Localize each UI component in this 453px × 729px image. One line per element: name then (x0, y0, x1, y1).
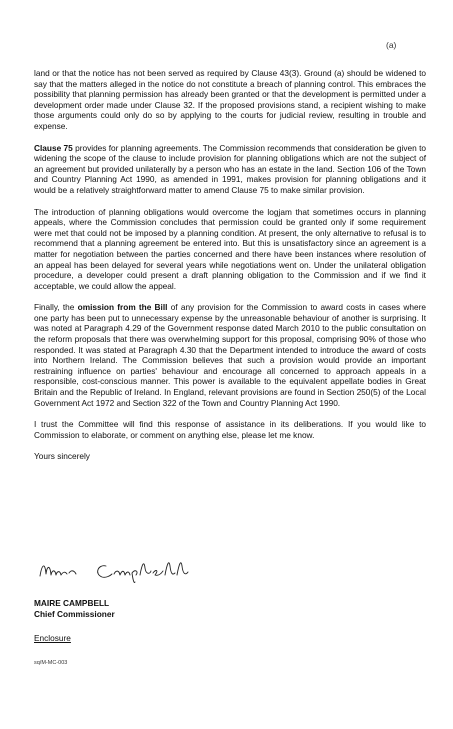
paragraph (34, 419, 426, 440)
signature-block (34, 598, 115, 619)
paragraph-text: Finally, the (34, 302, 78, 313)
clause-75-heading: Clause 75 (34, 142, 73, 153)
paragraph-text: provides for planning agreements. The Commission recommends that consideration be given to widening the scope of the clause to include provision for planning obligations which are not the subject of an agreement but provided unilaterally by a person who has an estate in the land. Section 106 of the Town and Country Planning Act 1990, as amended in 1991, makes provision for planning obligations and it would be a relatively straightforward matter to amend Clause 75 to make similar provision. (34, 142, 426, 195)
enclosure-label: Enclosure (34, 633, 71, 643)
paragraph-text: I trust the Committee will find this response of assistance in its deliberations. If you would like to Commission to elaborate, or comment on anything else, please let me know. (34, 419, 426, 440)
paragraph (34, 143, 426, 196)
closing-salutation: Yours sincerely (34, 451, 90, 462)
paragraph (34, 302, 426, 408)
omission-heading: omission from the Bill (77, 302, 168, 313)
paragraph-text: land or that the notice has not been served as required by Clause 43(3). Ground (a) should be widened to say that the matters alleged in the notice do not constitute a breach of planning control. This embraces the possibility that planning permission has already been granted or that the development is permitted under a development order made under Clause 32. If the proposed provisions stand, a recipient wishing to make those arguments could only do so by applying to the courts for judicial review, resulting in trouble and expense. (34, 68, 426, 131)
letter-body (34, 68, 426, 476)
paragraph (34, 207, 426, 292)
page-number: (a) (386, 40, 397, 50)
paragraph-text: The introduction of planning obligations would overcome the logjam that sometimes occurs in planning appeals, where the Commission concludes that permission could be granted only if some requirement were met that could not be imposed by a planning condition. At present, the only alternative to refusal is to recommend that a planning agreement be entered into. But this is unsatisfactory since an agreement is a matter for negotiation between the parties concerned and there have been instances where resolution of an appeal has been delayed for several years while negotiations went on. Under the unilateral obligation procedure, a developer could present a draft planning obligation to the Commission and if we find it acceptable, we could allow the appeal. (34, 206, 426, 291)
document-reference: sq/M-MC-003 (34, 660, 68, 666)
paragraph-text: of any provision for the Commission to award costs in cases where one party has been put to unnecessary expense by the unreasonable behaviour of another is surprising. It was noted at Paragraph 4.29 of the Government response dated March 2010 to the public consultation on the reform proposals that there was overwhelming support for this proposal, comprising 90% of those who responded. It was stated at Paragraph 4.30 that the Department intended to introduce the award of costs into Northern Ireland. The Commission believes that such a provision would provide an important restraining influence on parties' behaviour and encourage all concerned to approach appeals in a responsible, cost-conscious manner. This power is available to the equivalent appellate bodies in Great Britain and the Republic of Ireland. In England, relevant provisions are found in Section 250(5) of the Local Government Act 1972 and Section 322 of the Town and Country Planning Act 1990. (34, 302, 426, 408)
paragraph (34, 68, 426, 132)
handwritten-signature (36, 556, 206, 586)
signatory-title: Chief Commissioner (34, 608, 115, 619)
signatory-name: MAIRE CAMPBELL (34, 598, 110, 608)
